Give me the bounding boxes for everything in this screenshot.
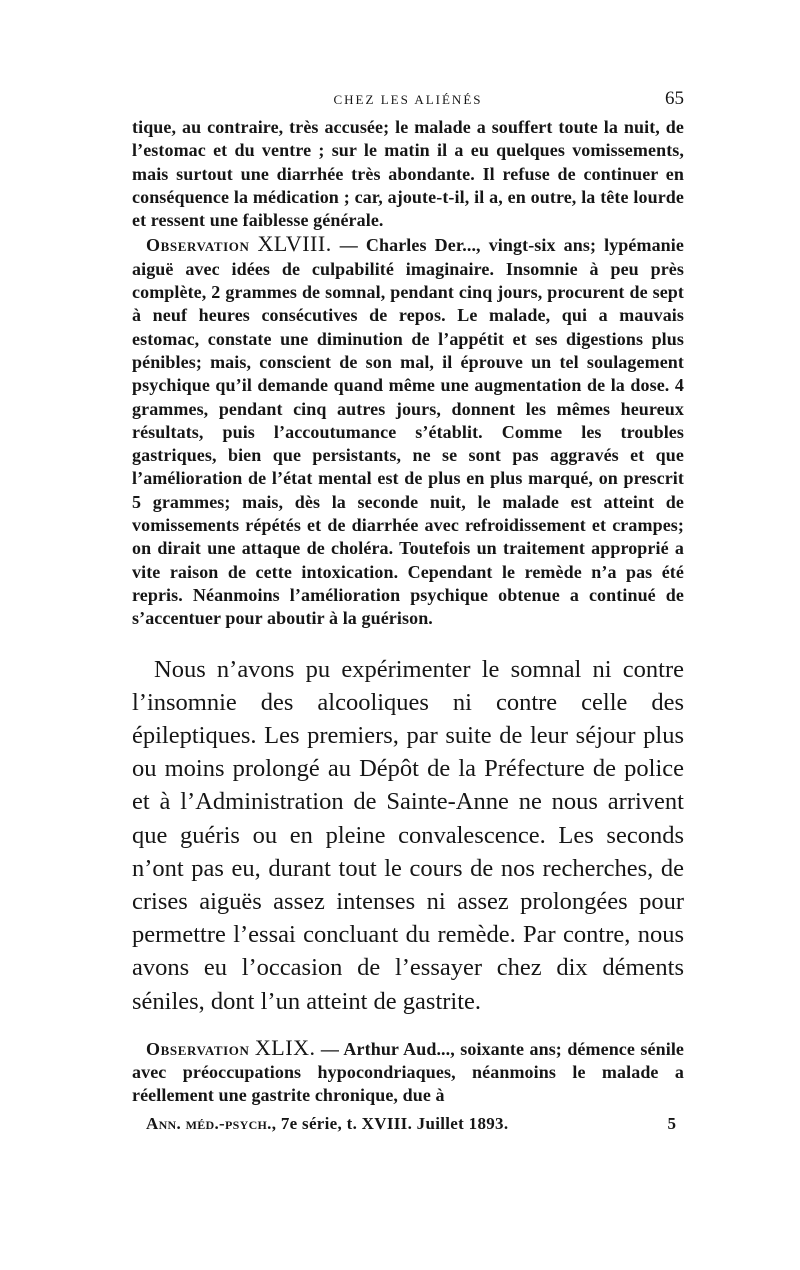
- observation-48: [132, 232, 684, 630]
- observation-text: — Arthur Aud..., soixante ans; démence sénile avec préoccupations hypocondriaques, néanmoins le malade a réellement une gastrite chronique, due à: [132, 1038, 685, 1106]
- observation-label: Observation: [146, 1038, 250, 1059]
- continued-paragraph: tique, au contraire, très accusée; le malade a souffert toute la nuit, de l’estomac et du ventre ; sur le matin il a eu quelques vomissements, mais surtout une diarrhée très abondante. Il refuse de continuer en conséquence la médication ; car, ajoute-t-il, il a, en outre, la tête lourde et ressent une faiblesse générale.: [132, 117, 684, 231]
- journal-signature: [146, 1114, 508, 1134]
- observation-label: Observation: [146, 235, 250, 256]
- running-head: [132, 88, 684, 116]
- page-footer: [132, 1114, 684, 1140]
- journal-title: Ann. méd.-psych.,: [146, 1113, 277, 1133]
- journal-series: 7e série, t. XVIII. Juillet 1893.: [276, 1113, 509, 1133]
- running-title: CHEZ LES ALIÉNÉS: [333, 92, 483, 107]
- sheet-number: 5: [667, 1113, 676, 1133]
- observation-text: — Charles Der..., vingt-six ans; lypémanie aiguë avec idées de culpabilité imaginaire. Insomnie à peu près complète, 2 grammes de somnal, pendant cinq jours, procurent de sept à neuf heures consécutives de repos. Le malade, qui a mauvais estomac, constate une diminution de l’appétit et ses digestions plus pénibles; mais, conscient de son mal, il éprouve un tel soulagement psychique qu’il demande quand même une augmentation de la dose. 4 grammes, pendant cinq autres jours, donnent les mêmes heureux résultats, puis l’accoutumance s’établit. Comme les troubles gastriques, bien que persistants, ne se sont pas aggravés et que l’amélioration de l’état mental est de plus en plus marqué, on prescrit 5 grammes; mais, dès la seconde nuit, le malade est atteint de vomissements répétés et de diarrhée avec refroidissement et crampes; on dirait une attaque de choléra. Toutefois un traitement approprié a vite raison de cette intoxication. Cependant le remède n’a pas été repris. Néanmoins l’amélioration psychique obtenue a continué de s’accentuer pour aboutir à la guérison.: [132, 235, 684, 629]
- page-number: 65: [665, 88, 684, 109]
- observation-number: XLIX.: [254, 1034, 316, 1060]
- observation-number: XLVIII.: [257, 231, 332, 257]
- document-page: [132, 88, 684, 1140]
- observation-49: [132, 1036, 684, 1108]
- main-paragraph: Nous n’avons pu expérimenter le somnal ni contre l’insomnie des alcooliques ni contre celle des épileptiques. Les premiers, par suite de leur séjour plus ou moins prolongé au Dépôt de la Préfecture de police et à l’Administration de Sainte-Anne ne nous arrivent que guéris ou en pleine convalescence. Les seconds n’ont pas eu, durant tout le cours de nos recherches, de crises aiguës assez intenses ni assez prolongées pour permettre l’essai concluant du remède. Par contre, nous avons eu l’occasion de l’essayer chez dix déments séniles, dont l’un atteint de gastrite.: [132, 655, 684, 1015]
